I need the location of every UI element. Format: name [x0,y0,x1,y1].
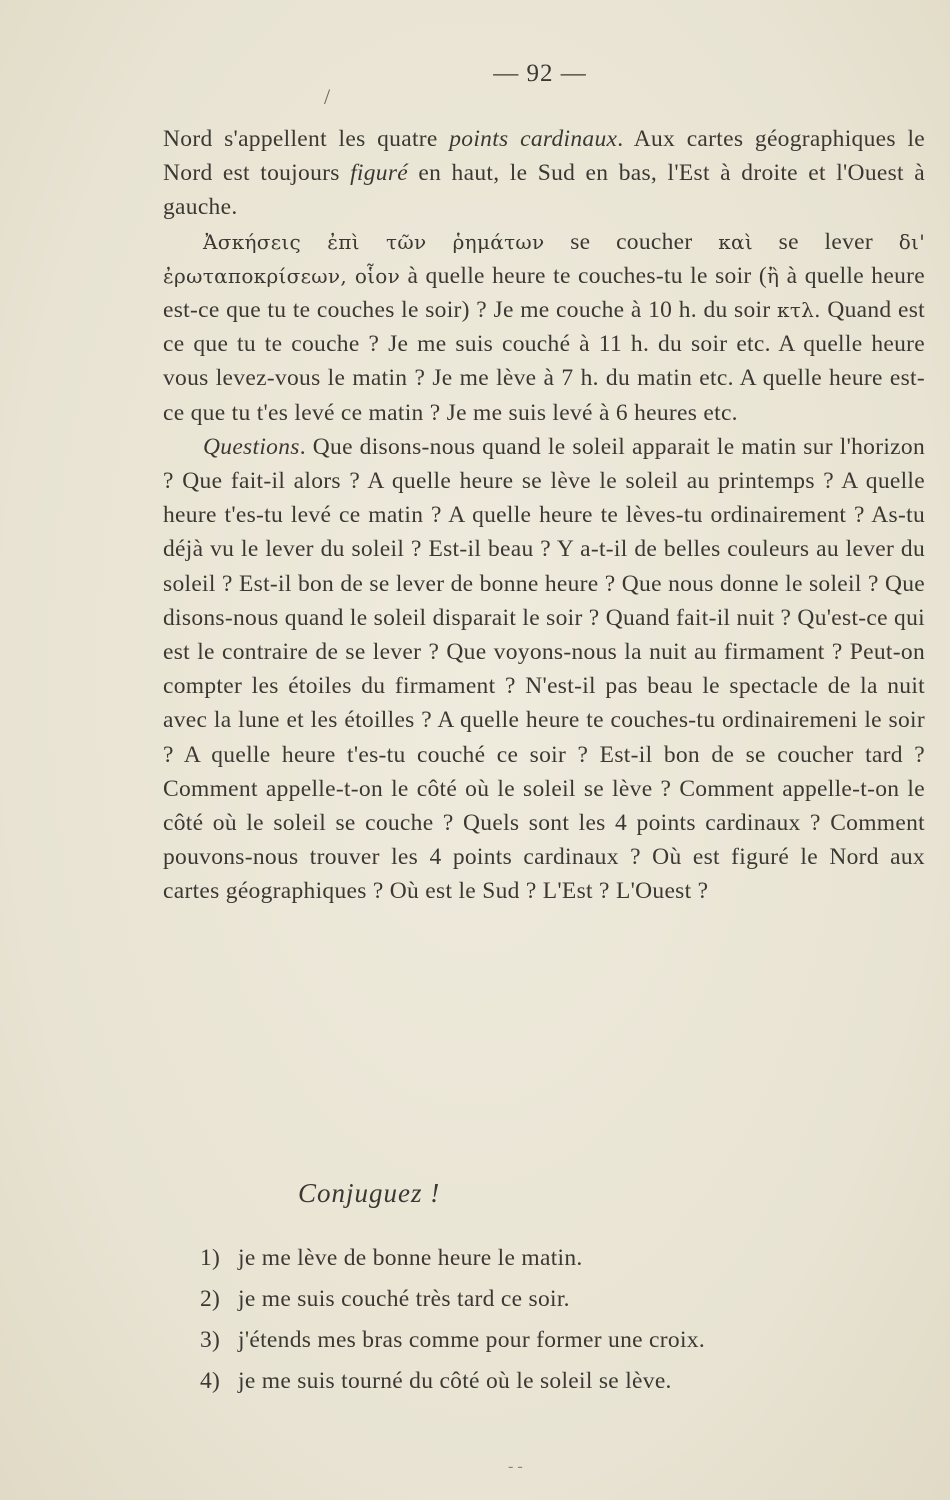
list-item-number: 4) [200,1368,221,1394]
p1-emphasis-figure: figuré [350,160,409,187]
body-text [163,122,925,909]
page-number: — 92 — [493,60,587,87]
p2-text-d: à quelle heure est-ce que tu te couches le soir) ? Je me couche à 10 h. du soir [163,262,925,324]
paragraph-3 [163,430,925,909]
p1-text-b: . Aux cartes géographiques le Nord est toujours [163,126,925,187]
list-item [200,1361,900,1402]
list-item-number: 2) [200,1286,221,1312]
list-item-number: 1) [200,1245,221,1271]
p2-greek-d: ἢ [767,263,780,288]
list-item-text: je me suis tourné du côté où le soleil se lève. [238,1368,672,1394]
bottom-stray-mark: - - [508,1458,523,1475]
list-item-text: j'étends mes bras comme pour former une croix. [238,1327,706,1353]
p1-text-c: en haut, le Sud en bas, l'Est à droite et l'Ouest à gauche. [163,160,925,221]
p1-emphasis-points-cardinaux: points cardinaux [449,126,618,152]
p2-greek-e: κτλ. [777,298,821,323]
p2-text-c: à quelle heure te couches-tu le soir ( [400,262,768,289]
p3-emphasis-questions: Questions [203,433,300,460]
p2-text-b: se lever [752,228,899,255]
list-item [200,1238,900,1279]
p2-text-e: Quand est ce que tu te couche ? Je me suis couché à 11 h. du soir etc. A quelle heure vous levez-vous le matin ? Je me lève à 7 h. du matin etc. A quelle heure est-ce que tu t'es levé ce matin ? Je me suis levé à 6 heures etc. [163,297,925,426]
list-item [200,1320,900,1361]
p1-text-a: Nord s'appellent les quatre [163,126,450,152]
p3-text-a: . Que disons-nous quand le soleil apparait le matin sur l'horizon ? Que fait-il alors ? A quelle heure se lève le soleil au printemps ? A quelle heure t'es-tu levé ce matin ? A quelle heure te lèves-tu ordinairement ? As-tu déjà vu le lever du soleil ? Est-il beau ? Y a-t-il de belles couleurs au lever du soleil ? Est-il bon de se lever de bonne heure ? Que nous donne le soleil ? Que disons-nous quand le soleil disparait le soir ? Quand fait-il nuit ? Qu'est-ce qui est le contraire de se lever ? Que voyons-nous la nuit au firmament ? Peut-on compter les étoiles du firmament ? N'est-il pas beau le spectacle de la nuit avec la lune et les étoilles ? A quelle heure te couches-tu ordinairemeni le soir ? A quelle heure t'es-tu couché ce soir ? Est-il bon de se coucher tard ? Comment appelle-t-on le côté où le soleil se lève ? Comment appelle-t-on le côté où le soleil se couche ? Quels sont les 4 points cardinaux ? Comment pouvons-nous trouver les 4 points cardinaux ? Où est figuré le Nord aux cartes géographiques ? Où est le Sud ? L'Est ? L'Ouest ? [163,433,925,905]
exercise-list [200,1238,900,1402]
section-heading: Conjuguez ! [298,1178,441,1208]
paragraph-1 [163,122,925,225]
list-item-text: je me lève de bonne heure le matin. [238,1245,583,1271]
p2-text-a: se coucher [544,228,719,255]
p2-greek-b: καὶ [718,229,753,254]
stray-pencil-mark: / [324,84,331,109]
p2-greek-a: Ἀσκήσεις ἐπὶ τῶν ῥημάτων [203,229,545,254]
list-item [200,1279,900,1320]
list-item-text: je me suis couché très tard ce soir. [238,1286,570,1312]
paragraph-2 [163,225,925,430]
p2-greek-c: δι' ἐρωταποκρίσεων, οἷον [163,229,925,288]
list-item-number: 3) [200,1327,221,1353]
